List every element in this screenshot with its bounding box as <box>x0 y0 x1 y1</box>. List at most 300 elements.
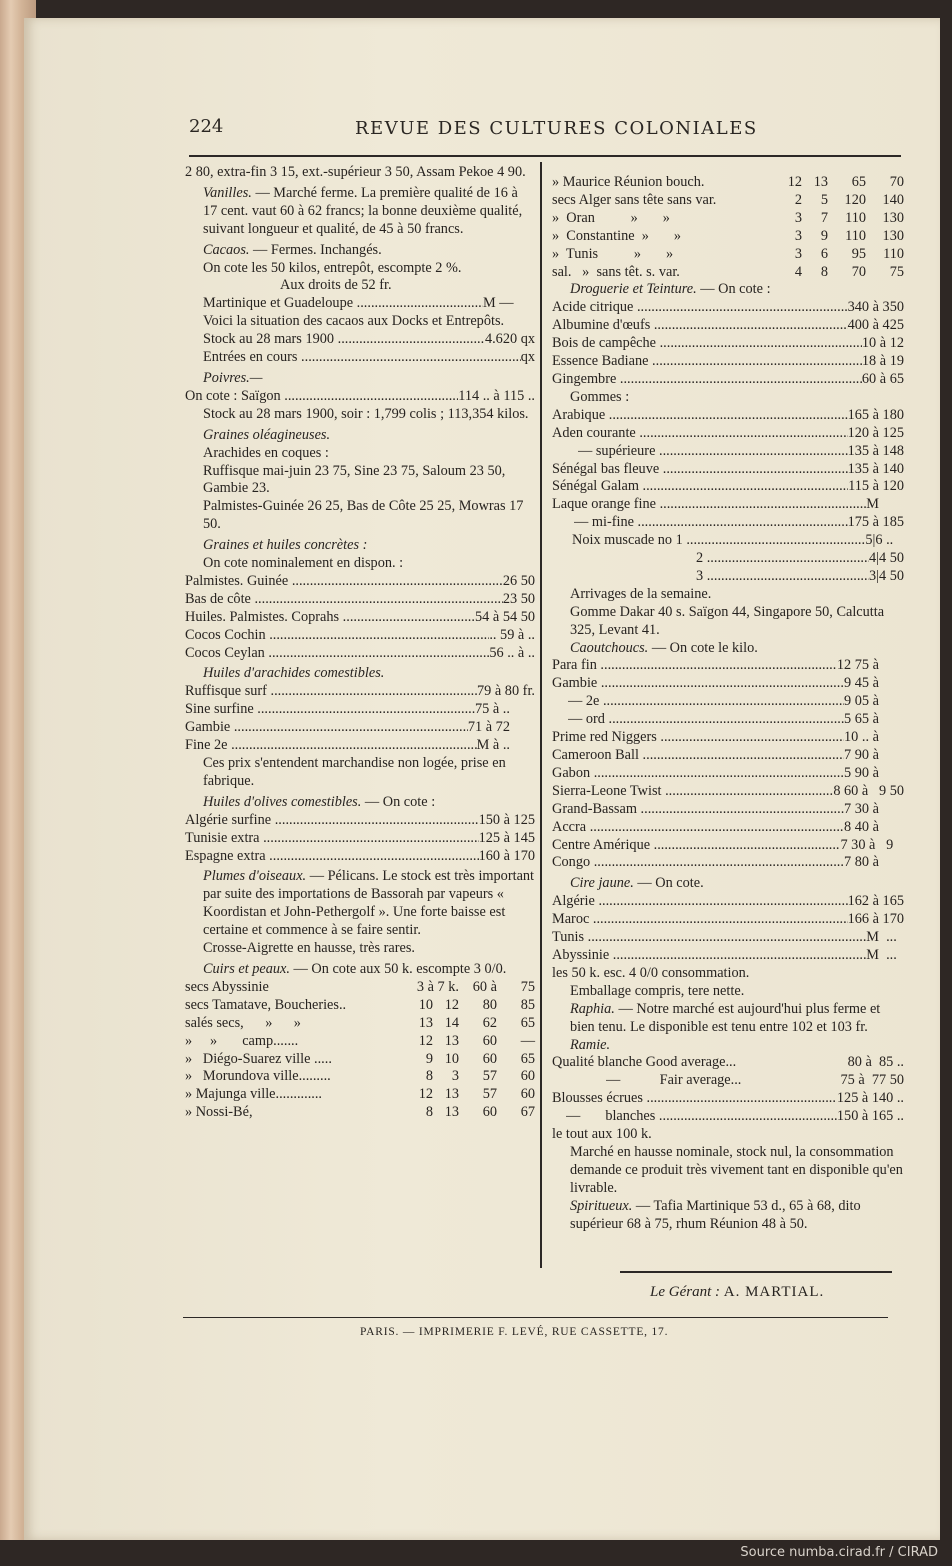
row-value: 7 <box>820 209 828 226</box>
row-value: 13 <box>418 1014 433 1031</box>
cacaos-heading: Cacaos. <box>203 241 250 258</box>
table-row <box>552 317 904 335</box>
caoutchoucs-heading: Caoutchoucs. <box>570 639 649 656</box>
row-value: 60 à <box>472 978 497 995</box>
row-value: 60 <box>482 1032 497 1049</box>
caoutchoucs-cote: — On cote le kilo. <box>651 639 758 656</box>
ramie-note: le tout aux 100 k. <box>552 1126 652 1143</box>
row-label: — blanches ..... <box>566 1108 837 1126</box>
table-row <box>185 683 535 701</box>
row-value: 4 <box>794 263 802 280</box>
cuirs-paragraph <box>185 961 535 979</box>
spiritueux-paragraph <box>552 1198 904 1234</box>
row-value: 120 à 125 <box>847 424 904 441</box>
table-row <box>185 848 535 866</box>
row-value: 13 <box>444 1104 459 1121</box>
table-row <box>552 911 904 929</box>
row-value: 110 <box>845 227 866 244</box>
graines-huiles-heading: Graines et huiles concrètes : <box>203 537 368 554</box>
row-value: 18 à 19 <box>861 353 904 370</box>
row-value: 4.620 qx <box>484 331 535 348</box>
row-value: 60 <box>482 1104 497 1121</box>
nominalement-text: On cote nominalement en dispon. : <box>203 555 404 572</box>
row-value: 26 50 <box>502 572 535 589</box>
row-value: 79 à 80 fr. <box>477 683 535 700</box>
table-row <box>185 737 535 755</box>
table-row <box>552 210 904 228</box>
intro-paragraph: 2 80, extra-fin 3 15, ext.-supérieur 3 50, Assam Pekoe 4 90. <box>185 164 526 180</box>
row-label: — supérieure ..... <box>578 443 848 461</box>
cacaos-cote: On cote les 50 kilos, entrepôt, escompte 2 %. <box>203 259 462 276</box>
ramie-heading: Ramie. <box>570 1036 611 1053</box>
row-label: Qualité blanche Good average... <box>552 1054 737 1071</box>
table-row <box>552 729 904 747</box>
row-label: Grand-Bassam ..... <box>552 801 844 819</box>
running-title: REVUE DES CULTURES COLONIALES <box>355 118 758 139</box>
row-value: 13 <box>813 174 828 190</box>
row-value: 9 <box>425 1050 433 1067</box>
table-row <box>185 812 535 830</box>
table-row <box>552 514 904 532</box>
table-row <box>552 1072 904 1090</box>
row-label: — 2e ..... <box>568 693 844 711</box>
table-row <box>552 246 904 264</box>
plumes-paragraph <box>185 868 535 940</box>
row-label: Tunis ..... <box>552 929 866 947</box>
row-value: .. 59 à .. <box>489 626 535 643</box>
table-row <box>185 1068 535 1086</box>
row-label: secs Tamatave, Boucheries.. <box>185 996 347 1013</box>
row-value: 10 <box>444 1050 459 1067</box>
table-row <box>552 837 904 855</box>
row-label: » Majunga ville............. <box>185 1086 322 1103</box>
crosse-text: Crosse-Aigrette en hausse, très rares. <box>203 940 415 957</box>
vanilles-paragraph <box>185 185 535 239</box>
table-row <box>552 228 904 246</box>
row-value: 13 <box>444 1032 459 1049</box>
row-value: 7 30 à 9 <box>840 836 904 853</box>
table-row <box>185 609 535 627</box>
row-label: » Constantine » » <box>552 227 682 244</box>
table-row <box>552 693 904 711</box>
row-value: 67 <box>520 1104 535 1121</box>
row-value: 120 <box>844 191 866 208</box>
row-value: 150 à 165 .. <box>836 1108 904 1125</box>
row-value: 10 <box>418 996 433 1013</box>
row-value: 3 <box>451 1068 459 1085</box>
table-row <box>552 747 904 765</box>
row-label: Stock au 28 mars 1900 ..... <box>203 331 485 349</box>
row-value: 115 à 120 <box>848 478 904 495</box>
table-row <box>552 854 904 872</box>
spiritueux-heading: Spiritueux. <box>570 1197 633 1214</box>
row-value: 8 <box>820 263 828 280</box>
row-value: 80 à 85 .. <box>847 1054 904 1071</box>
footer-rule <box>183 1317 888 1318</box>
row-value: 10 à 12 <box>861 335 904 352</box>
row-value: 8 60 à 9 50 <box>833 782 904 799</box>
row-label: Aden courante ..... <box>552 425 848 443</box>
table-row <box>552 657 904 675</box>
row-value: 3 <box>794 245 802 262</box>
cacaos-text: — Fermes. Inchangés. <box>253 241 382 258</box>
row-value: 60 <box>520 1086 535 1103</box>
row-label: Palmistes. Guinée ..... <box>185 573 503 591</box>
row-label: Blousses écrues ..... <box>552 1090 837 1108</box>
droguerie-heading: Droguerie et Teinture. <box>570 281 697 298</box>
row-label: Essence Badiane ..... <box>552 353 862 371</box>
row-label: Cocos Cochin ..... <box>185 627 489 645</box>
row-value: 3 <box>794 227 802 244</box>
row-value: 60 <box>520 1068 535 1085</box>
droguerie-cote: — On cote : <box>700 281 771 298</box>
plumes-heading: Plumes d'oiseaux. <box>203 868 307 885</box>
table-row <box>552 335 904 353</box>
arachides-label: Arachides en coques : <box>203 444 329 461</box>
table-row <box>185 1015 535 1033</box>
table-row <box>552 174 904 192</box>
row-value: 85 <box>520 996 535 1013</box>
table-row <box>552 425 904 443</box>
row-value: 135 à 140 <box>847 460 904 477</box>
row-label: Para fin ..... <box>552 657 837 675</box>
cire-cote: — On cote. <box>637 875 704 892</box>
olives-paragraph <box>185 794 535 812</box>
spiritueux-text: — Tafia Martinique 53 d., 65 à 68, dito supérieur 68 à 75, rhum Réunion 48 à 50. <box>570 1197 861 1232</box>
table-row <box>552 568 904 586</box>
row-value: 23 50 <box>502 590 535 607</box>
row-value: 12 <box>787 174 802 190</box>
row-value: 12 75 à <box>836 657 904 674</box>
cire-heading: Cire jaune. <box>570 875 634 892</box>
row-label: Acide citrique ..... <box>552 299 848 317</box>
arrivages-label: Arrivages de la semaine. <box>570 585 712 602</box>
row-label: salés secs, » » <box>185 1014 301 1031</box>
row-value: 3|4 50 <box>868 567 904 584</box>
row-label: — ord ..... <box>568 711 844 729</box>
table-row <box>185 719 535 737</box>
row-value: 70 <box>889 174 904 190</box>
signature-rule <box>620 1271 892 1273</box>
row-value: M ... <box>866 946 897 963</box>
row-value: 165 à 180 <box>847 406 904 423</box>
row-label: On cote : Saïgon ..... <box>185 388 458 406</box>
row-value: 75 à .. <box>475 701 510 718</box>
marche-text: Marché en hausse nominale, stock nul, la consommation demande ce produit très vivement tant en disponible qu'en livrable. <box>570 1143 903 1196</box>
right-column <box>552 174 904 1233</box>
table-row <box>552 675 904 693</box>
olives-cote: — On cote : <box>364 793 436 810</box>
stock-row <box>185 331 535 349</box>
row-value: 12 <box>418 1032 433 1049</box>
row-value: 12 <box>418 1086 433 1103</box>
row-label: Sénégal bas fleuve ..... <box>552 461 848 479</box>
row-label: Centre Amérique ..... <box>552 837 840 855</box>
row-label: secs Abyssinie <box>185 978 269 995</box>
table-row <box>552 353 904 371</box>
prix-note: Ces prix s'entendent marchandise non logée, prise en fabrique. <box>203 755 506 789</box>
row-value: 162 à 165 <box>847 893 904 910</box>
table-row <box>185 997 535 1015</box>
table-row <box>552 532 904 550</box>
table-row <box>552 299 904 317</box>
olives-heading: Huiles d'olives comestibles. <box>203 793 362 810</box>
cire-note: les 50 k. esc. 4 0/0 consommation. <box>552 964 750 981</box>
table-row <box>552 461 904 479</box>
martinique-row <box>185 295 535 313</box>
row-value: 65 <box>851 174 866 190</box>
row-label: — Fair average... <box>606 1072 742 1089</box>
table-row <box>552 1054 904 1072</box>
row-value: 56 .. à .. <box>489 644 535 661</box>
row-value: M à .. <box>476 737 510 754</box>
table-row <box>552 1108 904 1126</box>
table-row <box>185 591 535 609</box>
poivres-heading: Poivres.— <box>203 369 263 386</box>
source-credit: Source numba.cirad.fr / CIRAD <box>740 1545 938 1560</box>
row-label: Cocos Ceylan ..... <box>185 645 489 663</box>
row-label: Cameroon Ball ..... <box>552 747 844 765</box>
table-row <box>185 627 535 645</box>
row-value: 130 <box>882 209 904 226</box>
table-row <box>552 929 904 947</box>
arrivages-text: Gomme Dakar 40 s. Saïgon 44, Singapore 50, Calcutta 325, Levant 41. <box>570 603 885 638</box>
row-label: Gambie ..... <box>552 675 844 693</box>
table-row <box>185 1051 535 1069</box>
row-label: Sine surfine ..... <box>185 701 475 719</box>
cuirs-heading: Cuirs et peaux. <box>203 960 290 977</box>
row-value: 130 <box>882 227 904 244</box>
row-value: 160 à 170 <box>478 847 535 864</box>
table-row <box>185 1033 535 1051</box>
row-label: Bois de campêche ..... <box>552 335 862 353</box>
vanilles-heading: Vanilles. <box>203 184 252 201</box>
table-row <box>552 711 904 729</box>
row-label: » Oran » » <box>552 209 670 226</box>
cacaos-droits: Aux droits de 52 fr. <box>280 277 392 294</box>
row-value: 340 à 350 <box>847 299 904 316</box>
table-row <box>552 893 904 911</box>
row-value: M <box>866 496 904 513</box>
row-label: Gabon ..... <box>552 765 844 783</box>
arachides-heading: Huiles d'arachides comestibles. <box>203 665 385 682</box>
row-label: Tunisie extra ..... <box>185 830 479 848</box>
row-label: » Morundova ville......... <box>185 1068 331 1085</box>
table-row <box>552 443 904 461</box>
table-row <box>552 801 904 819</box>
row-value: 125 à 145 <box>478 829 535 846</box>
row-value: 57 <box>482 1068 497 1085</box>
column-divider <box>540 162 542 1268</box>
emballage-text: Emballage compris, tere nette. <box>570 982 745 999</box>
row-label: Espagne extra ..... <box>185 848 479 866</box>
row-value: 110 <box>845 209 866 226</box>
row-label: sal. » sans têt. s. var. <box>552 263 680 280</box>
gommes-label: Gommes : <box>570 388 630 405</box>
row-value: — <box>520 1032 535 1049</box>
row-label: Sénégal Galam ..... <box>552 478 848 496</box>
row-value: 12 <box>444 996 459 1013</box>
row-value: 5|6 .. <box>865 532 894 549</box>
row-value: 5 90 à <box>844 764 904 781</box>
header-rule <box>189 155 901 157</box>
palmistes-text: Palmistes-Guinée 26 25, Bas de Côte 25 25, Mowras 17 50. <box>203 498 524 533</box>
row-value: 65 <box>520 1050 535 1067</box>
row-value: 75 à 77 50 <box>840 1072 904 1089</box>
cuirs-text: — On cote aux 50 k. escompte 3 0/0. <box>293 960 507 977</box>
row-value: 8 40 à <box>844 818 904 835</box>
row-label: Accra ..... <box>552 819 844 837</box>
left-column <box>185 164 535 1122</box>
table-row <box>185 573 535 591</box>
row-value: 7 80 à <box>844 854 904 871</box>
plumes-text: — Pélicans. Le stock est très important par suite des importations de Bassorah par vapeurs « Koordistan et John-Pethergolf ». Une forte baisse est certaine et commence à se faire sentir. <box>203 868 535 939</box>
graines-heading: Graines oléagineuses. <box>203 426 331 443</box>
row-value: 4|4 50 <box>868 550 904 567</box>
row-value: 7 30 à <box>844 800 904 817</box>
row-value: 75 <box>520 978 535 995</box>
row-value: M ... <box>866 929 897 946</box>
row-value: 75 <box>889 263 904 280</box>
row-value: 62 <box>482 1014 497 1031</box>
cacaos-paragraph <box>185 242 535 260</box>
row-value: 400 à 425 <box>847 317 904 334</box>
row-label: — mi-fine ..... <box>574 514 848 532</box>
row-value: 8 <box>425 1104 433 1121</box>
row-value: 60 à 65 <box>861 370 904 387</box>
row-value: 9 05 à <box>844 693 904 710</box>
row-value: 3 à 7 k. <box>416 978 459 995</box>
table-row <box>552 264 904 282</box>
raphia-text: — Notre marché est aujourd'hui plus ferme et bien tenu. Le disponible est tenu entre 102 et 103 fr. <box>570 1000 881 1035</box>
row-label: Martinique et Guadeloupe ..... <box>203 295 483 313</box>
table-row <box>185 645 535 663</box>
row-label: » Diégo-Suarez ville ..... <box>185 1050 332 1067</box>
table-row <box>185 830 535 848</box>
arachides-text: Ruffisque mai-juin 23 75, Sine 23 75, Saloum 23 50, Gambie 23. <box>203 462 506 497</box>
row-value: 80 <box>482 996 497 1013</box>
row-value: 95 <box>851 245 866 262</box>
signature-label: Le Gérant : <box>650 1284 720 1300</box>
row-value: 110 <box>883 245 904 262</box>
row-label: Entrées en cours ..... <box>203 349 521 367</box>
table-row <box>185 1086 535 1104</box>
row-value: 140 <box>882 191 904 208</box>
row-value: M — <box>482 295 514 312</box>
row-label: Algérie surfine ..... <box>185 812 479 830</box>
row-value: 14 <box>444 1014 459 1031</box>
signature <box>650 1284 824 1301</box>
row-value: 175 à 185 <box>847 514 904 531</box>
row-label: Albumine d'œufs ..... <box>552 317 848 335</box>
row-label: 3 ..... <box>696 568 869 586</box>
poivres-stock: Stock au 28 mars 1900, soir : 1,799 colis ; 113,354 kilos. <box>203 405 529 422</box>
row-value: 54 à 54 50 <box>475 608 535 625</box>
signature-name: A. MARTIAL. <box>723 1284 825 1300</box>
cire-paragraph <box>552 875 904 893</box>
row-value: 60 <box>482 1050 497 1067</box>
cacaos-situation: Voici la situation des cacaos aux Docks et Entrepôts. <box>203 313 505 330</box>
droguerie-paragraph <box>552 281 904 299</box>
table-row <box>552 192 904 210</box>
row-value: 135 à 148 <box>847 442 904 459</box>
row-label: Laque orange fine ..... <box>552 496 866 514</box>
row-value: 3 <box>794 209 802 226</box>
row-label: » Maurice Réunion bouch. <box>552 174 705 190</box>
row-label: Maroc ..... <box>552 911 848 929</box>
entrees-row <box>185 349 535 367</box>
row-value: 71 à 72 <box>467 719 510 736</box>
row-label: Fine 2e ..... <box>185 737 477 755</box>
table-row <box>552 765 904 783</box>
row-value: 6 <box>820 245 828 262</box>
row-value: 8 <box>425 1068 433 1085</box>
row-label: Bas de côte ..... <box>185 591 503 609</box>
row-label: Algérie ..... <box>552 893 848 911</box>
raphia-paragraph <box>552 1001 904 1037</box>
row-value: 114 .. à 115 .. <box>458 387 535 404</box>
table-row <box>552 1090 904 1108</box>
row-label: Ruffisque surf ..... <box>185 683 477 701</box>
row-value: 2 <box>794 191 802 208</box>
row-label: Congo ..... <box>552 854 844 872</box>
row-value: 166 à 170 <box>847 911 904 928</box>
table-row <box>185 1104 535 1122</box>
row-value: 5 65 à <box>844 711 904 728</box>
row-value: 57 <box>482 1086 497 1103</box>
row-value: 70 <box>851 263 866 280</box>
row-label: » Tunis » » <box>552 245 674 262</box>
table-row <box>552 496 904 514</box>
row-value: 9 45 à <box>844 675 904 692</box>
row-label: secs Alger sans tête sans var. <box>552 191 717 208</box>
row-label: » Nossi-Bé, <box>185 1104 253 1121</box>
row-value: 13 <box>444 1086 459 1103</box>
table-row <box>552 550 904 568</box>
row-label: Gingembre ..... <box>552 371 862 389</box>
row-label: Gambie ..... <box>185 719 468 737</box>
vanilles-text: — Marché ferme. La première qualité de 16 à 17 cent. vaut 60 à 62 francs; la bonne deuxième qualité, suivant longueur et qualité, de 45 à 50 francs. <box>203 184 523 237</box>
row-label: Noix muscade no 1 ..... <box>572 532 865 550</box>
row-label: Huiles. Palmistes. Coprahs ..... <box>185 609 475 627</box>
caoutchoucs-paragraph <box>552 640 904 658</box>
poivres-row <box>185 388 535 406</box>
table-row <box>185 701 535 719</box>
row-value: 150 à 125 <box>478 811 535 828</box>
table-row <box>552 947 904 965</box>
table-row <box>185 979 535 997</box>
table-row <box>552 407 904 425</box>
row-label: Prime red Niggers ..... <box>552 729 844 747</box>
page-number: 224 <box>189 116 224 137</box>
imprint: PARIS. — IMPRIMERIE F. LEVÉ, RUE CASSETTE, 17. <box>360 1326 669 1338</box>
row-value: 9 <box>820 227 828 244</box>
row-value: qx <box>520 349 535 366</box>
row-label: 2 ..... <box>696 550 869 568</box>
raphia-heading: Raphia. <box>570 1000 615 1017</box>
table-row <box>552 371 904 389</box>
row-value: 7 90 à <box>844 747 904 763</box>
row-value: 10 .. à <box>844 729 904 746</box>
table-row <box>552 478 904 496</box>
row-label: Arabique ..... <box>552 407 848 425</box>
row-value: 65 <box>520 1014 535 1031</box>
row-value: 5 <box>820 191 828 208</box>
row-value: 125 à 140 .. <box>836 1090 904 1107</box>
row-label: » » camp....... <box>185 1032 299 1049</box>
row-label: Abyssinie ..... <box>552 947 866 965</box>
table-row <box>552 783 904 801</box>
